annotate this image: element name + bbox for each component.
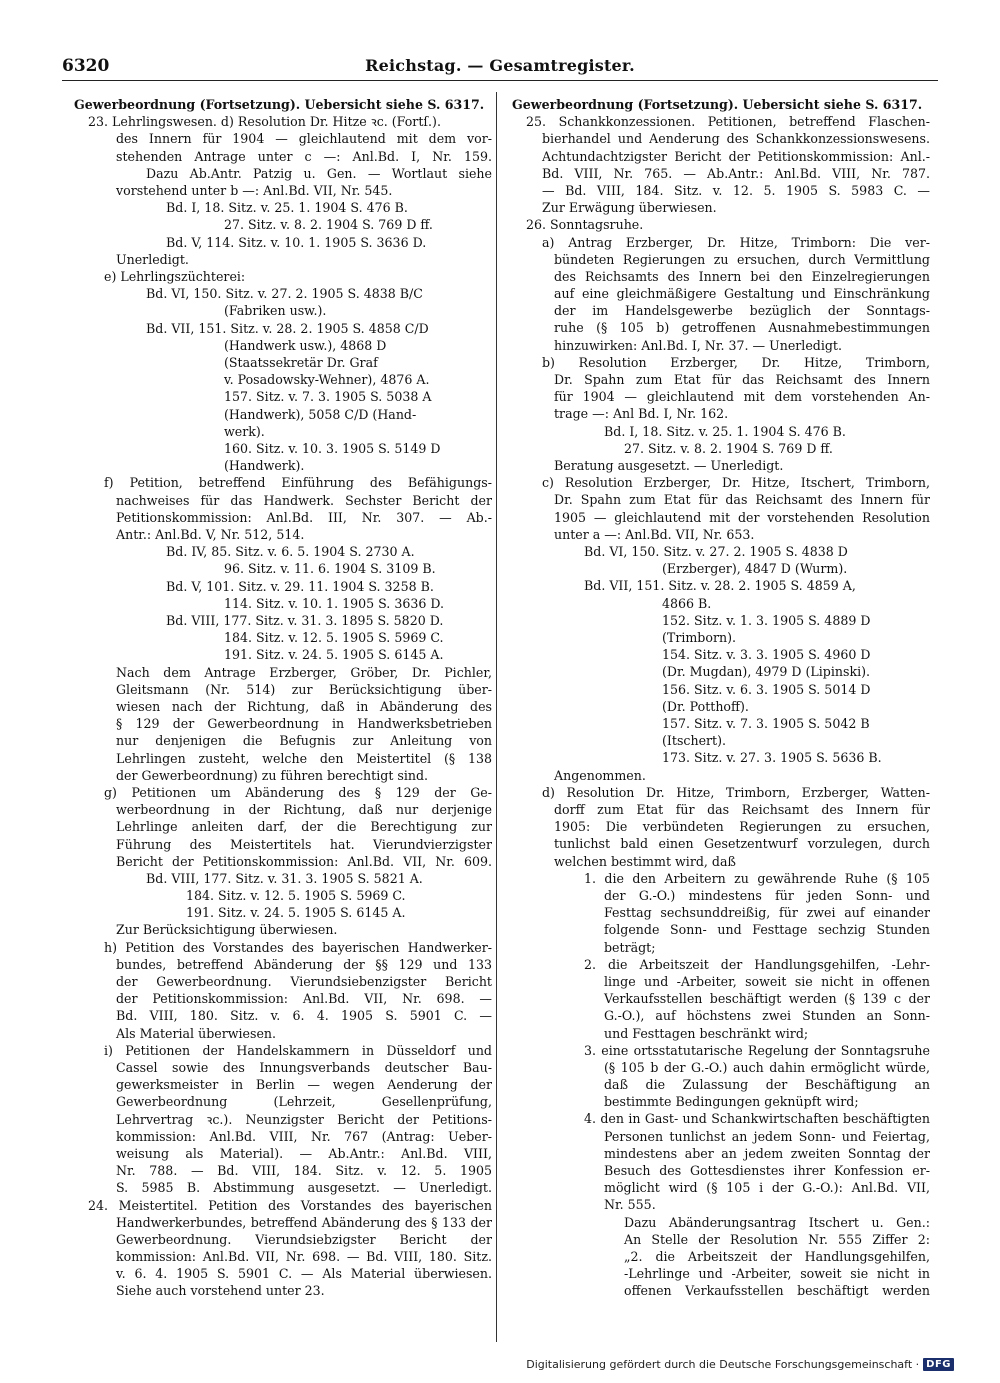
- left-column-line: Handwerkerbundes, betreffend Abänderung des § 133 der: [116, 1214, 492, 1230]
- left-column-line: g) Petitionen um Abänderung des § 129 der Ge-: [104, 784, 492, 800]
- left-column-line: Lehrlinge anleiten darf, der die Berechtigung zur: [116, 819, 492, 835]
- left-column-line: 184. Sitz. v. 12. 5. 1905 S. 5969 C.: [224, 630, 444, 646]
- left-column-line: Bd. I, 18. Sitz. v. 25. 1. 1904 S. 476 B.: [166, 200, 408, 216]
- right-column-line: linge und -Arbeiter, soweit sie nicht in offenen: [604, 973, 930, 989]
- right-column-line: 25. Schankkonzessionen. Petitionen, betreffend Flaschen-: [526, 114, 930, 130]
- right-column-line: An Stelle der Resolution Nr. 555 Ziffer 2:: [624, 1231, 930, 1247]
- left-column-line: werbeordnung in der Richtung, daß nur derjenige: [116, 802, 492, 818]
- left-column-line: kommission: Anl.Bd. VIII, Nr. 767 (Antrag: Ueber-: [116, 1128, 492, 1144]
- left-column-line: 24. Meistertitel. Petition des Vorstandes des bayerischen: [88, 1197, 492, 1213]
- left-column-line: Führung des Meistertitels hat. Vierundvierzigster: [116, 836, 492, 852]
- left-column-line: Bd. VIII, 177. Sitz. v. 31. 3. 1905 S. 5821 A.: [146, 870, 423, 886]
- right-column-line: dorff zum Etat für das Reichsamt des Innern für: [554, 802, 930, 818]
- left-column-line: (Fabriken usw.).: [224, 303, 327, 319]
- left-column-line: Siehe auch vorstehend unter 23.: [116, 1283, 325, 1299]
- right-column-line: hinzuwirken: Anl.Bd. I, Nr. 37. — Unerledigt.: [554, 337, 842, 353]
- right-column-line: (Itschert).: [662, 733, 727, 749]
- left-column-line: S. 5985 B. Abstimmung ausgesetzt. — Unerledigt.: [116, 1180, 492, 1196]
- left-column-line: Cassel sowie des Innungsverbands deutscher Bau-: [116, 1060, 492, 1076]
- right-column-line: der G.-O.) mindestens für jeden Sonn- und: [604, 888, 930, 903]
- left-column-line: des Innern für 1904 — gleichlautend mit dem vor-: [116, 131, 492, 147]
- left-column-line: Nach dem Antrage Erzberger, Gröber, Dr. Pichler,: [116, 664, 492, 680]
- credit-text: Digitalisierung gefördert durch die Deutsche Forschungsgemeinschaft ·: [526, 1358, 920, 1371]
- left-column-line: e) Lehrlingszüchterei:: [104, 268, 246, 284]
- right-column-line: Gewerbeordnung (Fortsetzung). Uebersicht siehe S. 6317.: [512, 97, 923, 112]
- left-column-line: Als Material überwiesen.: [116, 1025, 277, 1041]
- left-column-line: Bd. VIII, 177. Sitz. v. 31. 3. 1895 S. 5820 D.: [166, 613, 444, 628]
- right-column-line: Beratung ausgesetzt. — Unerledigt.: [554, 458, 784, 474]
- right-column-line: (Dr. Mugdan), 4979 D (Lipinski).: [662, 664, 871, 680]
- right-column-line: folgende Sonn- und Festtage sechzig Stunden: [604, 922, 930, 938]
- right-column-line: 173. Sitz. v. 27. 3. 1905 S. 5636 B.: [662, 750, 882, 766]
- left-column-line: f) Petition, betreffend Einführung des Befähigungs-: [104, 475, 492, 491]
- right-column-line: Festtag sechsunddreißig, für zwei auf einander: [604, 905, 930, 921]
- right-column-line: — Bd. VIII, 184. Sitz. v. 12. 5. 1905 S. 5983 C. —: [542, 182, 930, 198]
- left-column-line: Petitionskommission: Anl.Bd. III, Nr. 307. — Ab.-: [116, 509, 492, 525]
- right-column-line: bestimmte Bedingungen geknüpft wird;: [604, 1094, 859, 1110]
- right-column-line: mindestens aber an jedem zweiten Sonntag der: [604, 1145, 930, 1161]
- right-column-line: für 1904 — gleichlautend mit dem vorstehenden An-: [554, 389, 930, 405]
- left-column-line: Gewerbeordnung. Vierundsiebzigster Bericht der: [116, 1231, 492, 1247]
- right-column-line: (Dr. Potthoff).: [662, 698, 749, 714]
- right-column-line: Verkaufsstellen beschäftigt werden (§ 139 c der: [604, 991, 930, 1007]
- right-column-line: Nr. 555.: [604, 1197, 656, 1213]
- right-column-line: Besuch des Gottesdienstes ihrer Konfession er-: [604, 1163, 930, 1179]
- left-column-line: Bd. VI, 150. Sitz. v. 27. 2. 1905 S. 4838 B/C: [146, 286, 423, 302]
- left-column-line: 160. Sitz. v. 10. 3. 1905 S. 5149 D: [224, 441, 441, 457]
- right-column-line: Bd. VII, 151. Sitz. v. 28. 2. 1905 S. 4859 A,: [584, 578, 856, 594]
- left-column-line: Nr. 788. — Bd. VIII, 184. Sitz. v. 12. 5. 1905: [116, 1163, 492, 1179]
- left-column-line: v. Posadowsky-Wehner), 4876 A.: [224, 372, 430, 388]
- right-column-line: „2. die Arbeitszeit der Handlungsgehilfen,: [624, 1249, 930, 1264]
- left-column-line: h) Petition des Vorstandes des bayerischen Handwerker-: [104, 939, 492, 955]
- left-column-line: Bd. VII, 151. Sitz. v. 28. 2. 1905 S. 4858 C/D: [146, 320, 429, 336]
- left-column-line: Dazu Ab.Antr. Patzig u. Gen. — Wortlaut siehe: [146, 165, 492, 181]
- right-column-line: d) Resolution Dr. Hitze, Trimborn, Erzberger, Watten-: [542, 784, 930, 800]
- left-column-line: vorstehend unter b —: Anl.Bd. VII, Nr. 545.: [116, 182, 393, 198]
- right-column-line: 154. Sitz. v. 3. 3. 1905 S. 4960 D: [662, 647, 871, 663]
- right-column-line: 4866 B.: [662, 595, 712, 611]
- right-column-line: der im Handelsgewerbe bezüglich der Sonntags-: [554, 303, 930, 319]
- left-column-line: gewerksmeister in Berlin — wegen Aenderung der: [116, 1077, 492, 1093]
- left-column-line: nur denjenigen die Befugnis zur Anleitung von: [116, 733, 492, 749]
- page-number: 6320: [62, 56, 110, 76]
- right-column-line: (Erzberger), 4847 D (Wurm).: [662, 561, 848, 577]
- left-column-line: Gewerbeordnung (Lehrzeit, Gesellenprüfung,: [116, 1094, 492, 1110]
- right-column-line: 4. den in Gast- und Schankwirtschaften beschäftigten: [584, 1111, 930, 1127]
- column-divider: [496, 92, 497, 1342]
- left-column-line: der Gewerbeordnung) zu führen berechtigt sind.: [116, 767, 429, 783]
- left-column-line: der Petitionskommission: Anl.Bd. VII, Nr. 698. —: [116, 991, 492, 1007]
- right-column: [512, 96, 930, 1300]
- left-column-line: wiesen nach der Richtung, daß in Abänderung des: [116, 698, 492, 714]
- right-column-line: tunlichst bald einen Gesetzentwurf vorzulegen, durch: [554, 836, 930, 852]
- left-column-line: werk).: [224, 423, 265, 439]
- left-column-line: v. 6. 4. 1905 S. 5901 C. — Als Material überwiesen.: [116, 1266, 492, 1282]
- dfg-logo: DFG: [923, 1358, 954, 1371]
- left-column-line: weisung als Material). — Ab.Antr.: Anl.Bd. VIII,: [116, 1145, 492, 1161]
- right-column-line: 27. Sitz. v. 8. 2. 1904 S. 769 D ff.: [624, 440, 833, 456]
- left-column-line: kommission: Anl.Bd. VII, Nr. 698. — Bd. VIII, 180. Sitz.: [116, 1249, 492, 1265]
- right-column-line: möglicht wird (§ 105 i der G.-O.): Anl.Bd. VII,: [604, 1180, 930, 1196]
- left-column-line: Lehrvertrag ꝛc.). Neunzigster Bericht der Petitions-: [116, 1111, 492, 1127]
- right-column-line: b) Resolution Erzberger, Dr. Hitze, Trimborn,: [542, 354, 930, 370]
- right-column-line: welchen bestimmt wird, daß: [554, 853, 736, 869]
- left-column-line: 23. Lehrlingswesen. d) Resolution Dr. Hitze ꝛc. (Fortſ.).: [88, 114, 441, 130]
- left-column-line: Bd. VIII, 180. Sitz. v. 6. 4. 1905 S. 5901 C. —: [116, 1008, 492, 1024]
- digitization-credit: [526, 1358, 954, 1371]
- right-column-line: 156. Sitz. v. 6. 3. 1905 S. 5014 D: [662, 681, 871, 697]
- running-title: Reichstag. — Gesamtregister.: [365, 56, 635, 75]
- right-column-line: G.-O.), auf höchstens zwei Stunden an Sonn-: [604, 1008, 930, 1024]
- right-column-line: Zur Erwägung überwiesen.: [542, 200, 717, 216]
- right-column-line: 1905: Die verbündeten Regierungen zu ersuchen,: [554, 819, 930, 835]
- right-column-line: Bd. VIII, Nr. 765. — Ab.Antr.: Anl.Bd. VIII, Nr. 787.: [542, 165, 930, 181]
- left-column-line: 27. Sitz. v. 8. 2. 1904 S. 769 D ff.: [224, 217, 433, 233]
- right-column-line: Angenommen.: [554, 767, 646, 783]
- left-column-line: Bd. V, 114. Sitz. v. 10. 1. 1905 S. 3636 D.: [166, 234, 427, 250]
- right-column-line: bierhandel und Aenderung des Schankkonzessionswesens.: [542, 131, 930, 147]
- left-column-line: der Gewerbeordnung. Vierundsiebenzigster Bericht: [116, 974, 492, 990]
- right-column-line: -Lehrlinge und -Arbeiter, soweit sie nicht in: [624, 1266, 930, 1282]
- right-column-line: 152. Sitz. v. 1. 3. 1905 S. 4889 D: [662, 612, 871, 628]
- right-column-line: 157. Sitz. v. 7. 3. 1905 S. 5042 B: [662, 716, 870, 732]
- left-column-line: (Staatssekretär Dr. Graf: [224, 355, 378, 370]
- right-column-line: a) Antrag Erzberger, Dr. Hitze, Trimborn: Die ver-: [542, 234, 930, 250]
- left-column-line: 184. Sitz. v. 12. 5. 1905 S. 5969 C.: [186, 888, 406, 904]
- left-column-line: Zur Berücksichtigung überwiesen.: [116, 922, 338, 938]
- left-column-line: 191. Sitz. v. 24. 5. 1905 S. 6145 A.: [186, 905, 406, 921]
- left-column-line: (Handwerk), 5058 C/D (Hand-: [224, 406, 417, 422]
- right-column-line: 3. eine ortsstatutarische Regelung der Sonntagsruhe: [584, 1042, 930, 1058]
- left-column-line: (Handwerk).: [224, 458, 305, 474]
- left-column-line: bundes, betreffend Abänderung der §§ 129 und 133: [116, 956, 492, 972]
- right-column-line: (Trimborn).: [662, 630, 736, 646]
- left-column-line: stehenden Antrage unter c —: Anl.Bd. I, Nr. 159.: [116, 148, 492, 164]
- right-column-line: Achtundachtzigster Bericht der Petitionskommission: Anl.-: [542, 148, 930, 164]
- right-column-line: 1. die den Arbeitern zu gewährende Ruhe (§ 105: [584, 870, 930, 886]
- right-column-line: bündeten Regierungen zu ersuchen, durch Vermittlung: [554, 251, 930, 267]
- left-column-line: Unerledigt.: [116, 251, 189, 267]
- left-column-line: 157. Sitz. v. 7. 3. 1905 S. 5038 A: [224, 389, 432, 405]
- right-column-line: Bd. I, 18. Sitz. v. 25. 1. 1904 S. 476 B.: [604, 423, 846, 439]
- right-column-line: (§ 105 b der G.-O.) auch dahin ermöglicht würde,: [604, 1059, 930, 1075]
- left-column-line: 96. Sitz. v. 11. 6. 1904 S. 3109 B.: [224, 561, 436, 577]
- right-column-line: Dr. Spahn zum Etat für das Reichsamt des Innern für: [554, 492, 930, 508]
- left-column-line: Gewerbeordnung (Fortsetzung). Uebersicht siehe S. 6317.: [74, 97, 485, 112]
- left-column-line: (Handwerk usw.), 4868 D: [224, 337, 387, 353]
- right-column-line: und Festtagen beschränkt wird;: [604, 1025, 809, 1041]
- left-column-line: Bd. V, 101. Sitz. v. 29. 11. 1904 S. 3258 B.: [166, 578, 434, 594]
- right-column-line: Dr. Spahn zum Etat für das Reichsamt des Innern: [554, 372, 930, 388]
- left-column-line: 191. Sitz. v. 24. 5. 1905 S. 6145 A.: [224, 647, 444, 663]
- right-column-line: 2. die Arbeitszeit der Handlungsgehilfen, -Lehr-: [584, 956, 930, 972]
- right-column-line: unter a —: Anl.Bd. VII, Nr. 653.: [554, 526, 755, 542]
- right-column-line: Dazu Abänderungsantrag Itschert u. Gen.:: [624, 1214, 930, 1230]
- right-column-line: beträgt;: [604, 939, 656, 955]
- right-column-line: 1905 — gleichlautend mit der vorstehenden Resolution: [554, 509, 930, 525]
- left-column-line: Antr.: Anl.Bd. V, Nr. 512, 514.: [116, 526, 305, 542]
- right-column-line: trage —: Anl Bd. I, Nr. 162.: [554, 406, 729, 422]
- left-column-line: 114. Sitz. v. 10. 1. 1905 S. 3636 D.: [224, 595, 445, 611]
- right-column-line: des Reichsamts des Innern bei den Einzelregierungen: [554, 268, 930, 284]
- left-column-line: Lehrlingen zusteht, welche den Meistertitel (§ 138: [116, 750, 492, 766]
- right-column-line: Personen tunlichst an jedem Sonn- und Feiertag,: [604, 1128, 930, 1144]
- page-header: [62, 54, 938, 81]
- left-column: [74, 96, 492, 1300]
- right-column-line: Bd. VI, 150. Sitz. v. 27. 2. 1905 S. 4838 D: [584, 544, 848, 560]
- left-column-line: i) Petitionen der Handelskammern in Düsseldorf und: [104, 1042, 492, 1058]
- right-column-line: c) Resolution Erzberger, Dr. Hitze, Itschert, Trimborn,: [542, 475, 930, 491]
- left-column-line: Bd. IV, 85. Sitz. v. 6. 5. 1904 S. 2730 A.: [166, 544, 415, 560]
- left-column-line: nachweises für das Handwerk. Sechster Bericht der: [116, 492, 492, 508]
- right-column-line: ruhe (§ 105 b) getroffenen Ausnahmebestimmungen: [554, 320, 930, 336]
- right-column-line: offenen Verkaufsstellen beschäftigt werden: [624, 1283, 930, 1299]
- right-column-line: 26. Sonntagsruhe.: [526, 217, 644, 233]
- right-column-line: daß die Zulassung der Beschäftigung an: [604, 1077, 930, 1093]
- left-column-line: Bericht der Petitionskommission: Anl.Bd. VII, Nr. 609.: [116, 853, 492, 869]
- left-column-line: § 129 der Gewerbeordnung in Handwerksbetrieben: [116, 716, 492, 732]
- right-column-line: auf eine gleichmäßigere Gestaltung und Einschränkung: [554, 286, 930, 302]
- left-column-line: Gleitsmann (Nr. 514) zur Berücksichtigung über-: [116, 681, 492, 697]
